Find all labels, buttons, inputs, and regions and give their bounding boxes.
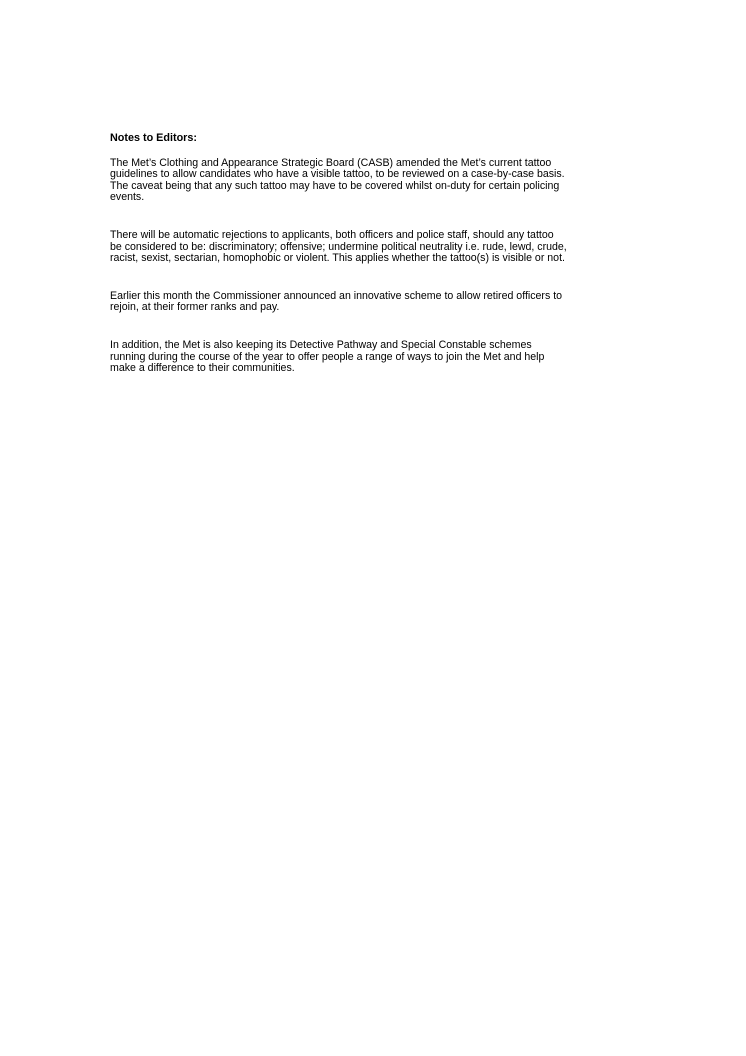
paragraph-line: guidelines to allow candidates who have a visible tattoo, to be reviewed on a case-by-case basis.	[110, 168, 565, 181]
paragraph-retired-officers	[110, 291, 650, 314]
notes-to-editors-heading: Notes to Editors:	[110, 132, 197, 144]
paragraph-automatic-rejections	[110, 230, 650, 265]
paragraph-line: make a difference to their communities.	[110, 362, 295, 375]
paragraph-spacer	[110, 314, 650, 340]
paragraph-line: The caveat being that any such tattoo may have to be covered whilst on-duty for certain policing	[110, 179, 560, 192]
paragraph-line: In addition, the Met is also keeping its Detective Pathway and Special Constable schemes	[110, 338, 532, 351]
paragraph-other-schemes	[110, 340, 650, 375]
paragraph-line: rejoin, at their former ranks and pay.	[110, 301, 280, 314]
paragraph-spacer	[110, 265, 650, 291]
paragraph-line: be considered to be: discriminatory; offensive; undermine political neutrality i.e. rude, lewd, crude,	[110, 240, 567, 253]
paragraph-spacer	[110, 204, 650, 230]
paragraph-line: running during the course of the year to offer people a range of ways to join the Met and help	[110, 350, 545, 363]
paragraph-line: The Met’s Clothing and Appearance Strategic Board (CASB) amended the Met’s current tattoo	[110, 156, 552, 169]
paragraph-tattoo-guidelines	[110, 158, 650, 204]
paragraph-line: There will be automatic rejections to applicants, both officers and police staff, should any tattoo	[110, 228, 554, 241]
paragraph-line: racist, sexist, sectarian, homophobic or violent. This applies whether the tattoo(s) is visible or not.	[110, 252, 565, 265]
paragraph-line: events.	[110, 191, 145, 204]
paragraph-line: Earlier this month the Commissioner announced an innovative scheme to allow retired officers to	[110, 289, 563, 302]
document-body	[110, 133, 650, 375]
